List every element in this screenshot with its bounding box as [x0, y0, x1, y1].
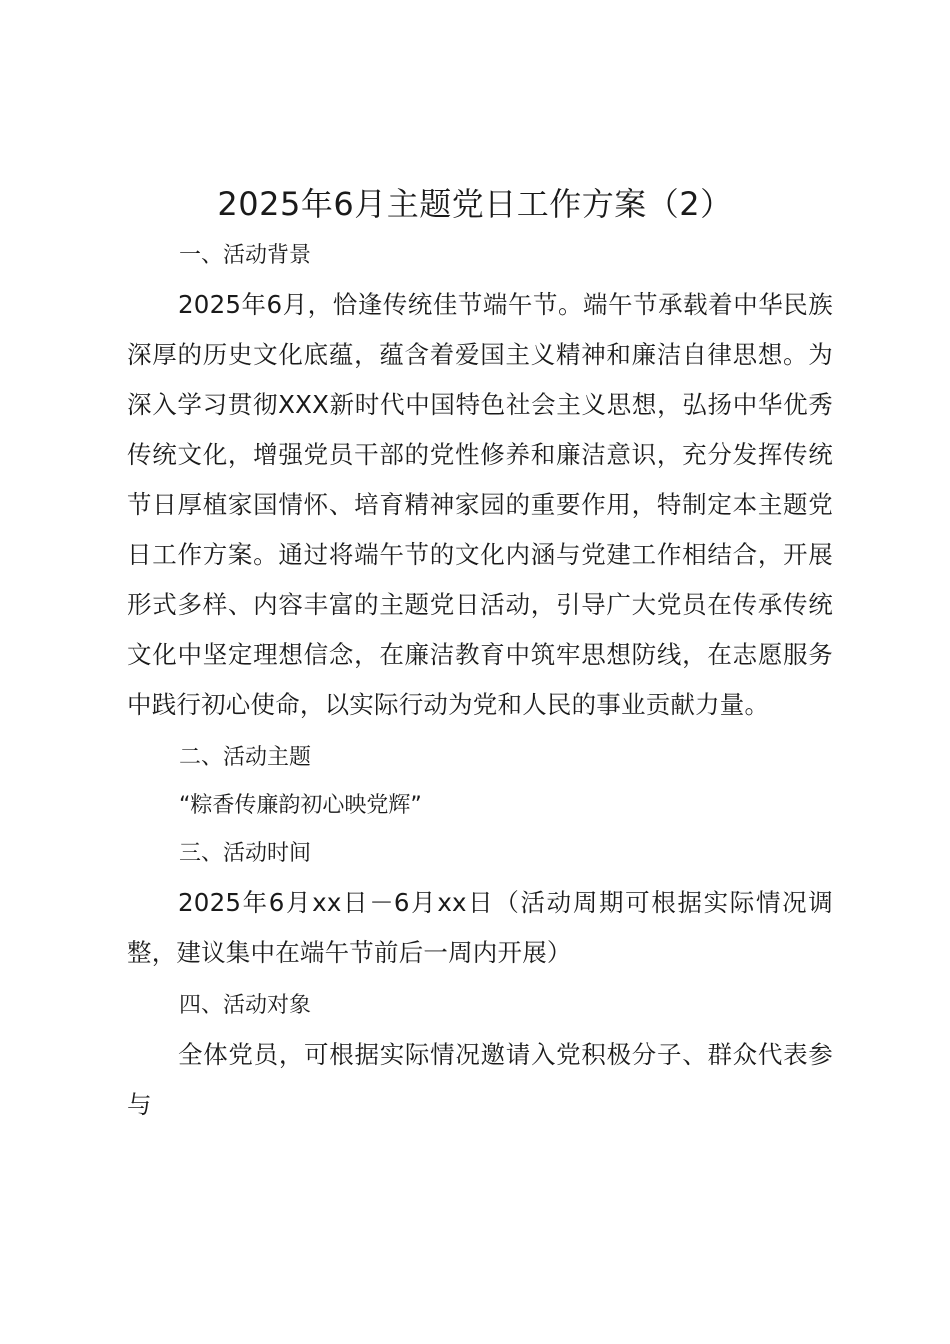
- section-text-time: 2025年6月xx日－6月xx日（活动周期可根据实际情况调整，建议集中在端午节前后一周内开展）: [127, 888, 833, 967]
- section-heading-theme: 二、活动主题: [179, 745, 312, 770]
- document-body: [127, 232, 833, 1130]
- document-title: 2025年6月主题党日工作方案（2）: [217, 185, 733, 223]
- section-heading-time: 三、活动时间: [179, 841, 312, 866]
- section-text-background: 2025年6月，恰逢传统佳节端午节。端午节承载着中华民族深厚的历史文化底蕴，蕴含着爱国主义精神和廉洁自律思想。为深入学习贯彻XXX新时代中国特色社会主义思想，弘扬中华优秀传统文化，增强党员干部的党性修养和廉洁意识，充分发挥传统节日厚植家国情怀、培育精神家园的重要作用，特制定本主题党日工作方案。通过将端午节的文化内涵与党建工作相结合，开展形式多样、内容丰富的主题党日活动，引导广大党员在传承传统文化中坚定理想信念，在廉洁教育中筑牢思想防线，在志愿服务中践行初心使命，以实际行动为党和人民的事业贡献力量。: [127, 290, 833, 719]
- section-text-target: 全体党员，可根据实际情况邀请入党积极分子、群众代表参与: [127, 1040, 833, 1119]
- section-heading-background: 一、活动背景: [179, 243, 312, 268]
- section-text-theme: “粽香传廉韵初心映党辉”: [179, 793, 422, 818]
- section-heading-target: 四、活动对象: [179, 993, 312, 1018]
